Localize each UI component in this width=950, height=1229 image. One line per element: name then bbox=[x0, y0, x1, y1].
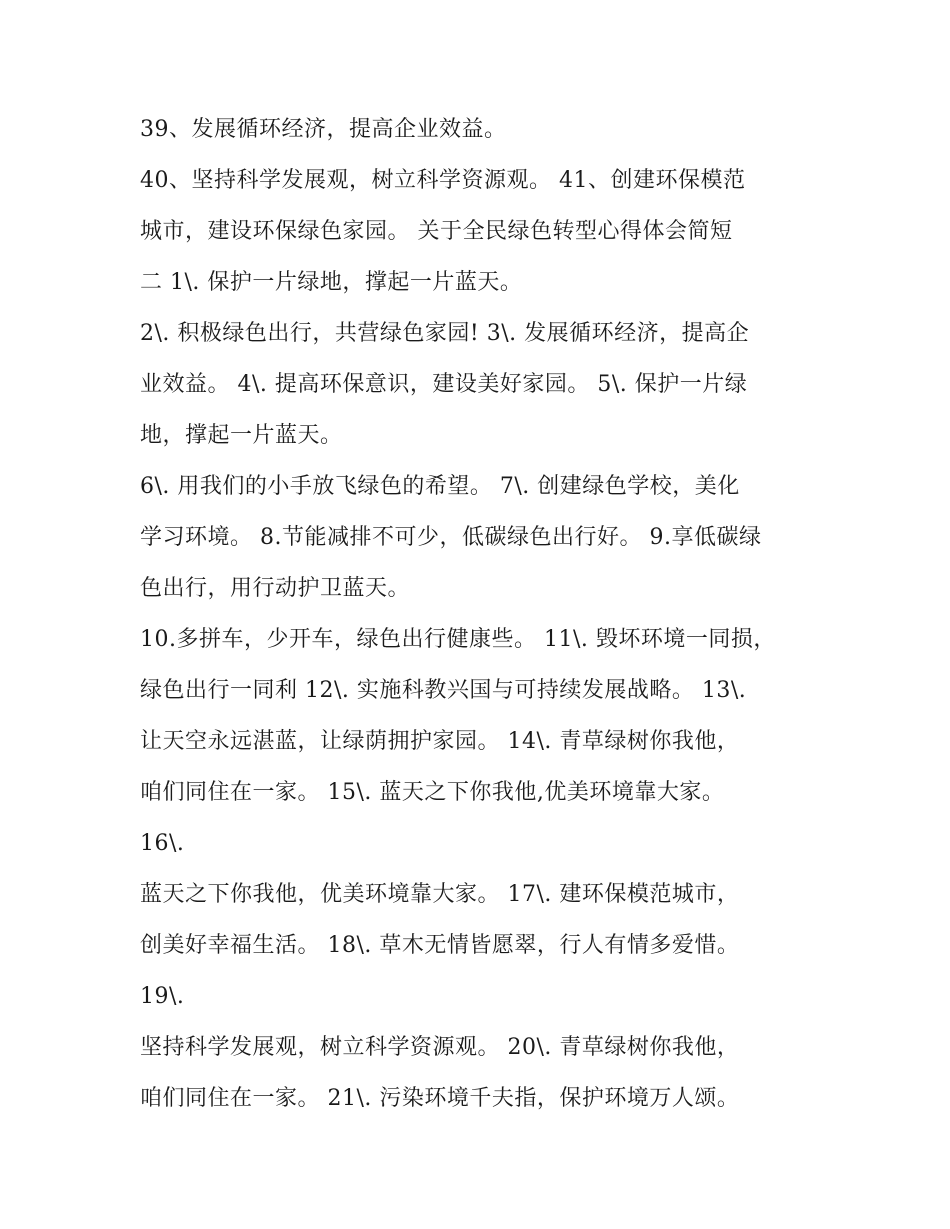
text-line: 绿色出行一同利 12\. 实施科教兴国与可持续发展战略。 13\. bbox=[140, 678, 747, 703]
text-line: 地，撑起一片蓝天。 bbox=[140, 423, 343, 448]
text-line: 色出行，用行动护卫蓝天。 bbox=[140, 576, 411, 601]
text-line: 让天空永远湛蓝，让绿荫拥护家园。 14\. 青草绿树你我他， bbox=[140, 729, 740, 754]
text-line: 2\. 积极绿色出行，共营绿色家园! 3\. 发展循环经济，提高企 bbox=[140, 321, 750, 346]
text-line: 业效益。 4\. 提高环保意识，建设美好家园。 5\. 保护一片绿 bbox=[140, 372, 748, 397]
text-line: 蓝天之下你我他，优美环境靠大家。 17\. 建环保模范城市， bbox=[140, 882, 740, 907]
text-line: 39、发展循环经济，提高企业效益。 bbox=[140, 117, 507, 142]
text-line: 学习环境。 8.节能减排不可少，低碳绿色出行好。 9.享低碳绿 bbox=[140, 525, 762, 550]
text-line: 10.多拼车，少开车，绿色出行健康些。 11\. 毁坏环境一同损， bbox=[140, 627, 776, 652]
text-line: 坚持科学发展观，树立科学资源观。 20\. 青草绿树你我他， bbox=[140, 1035, 740, 1060]
text-line: 咱们同住在一家。 15\. 蓝天之下你我他,优美环境靠大家。 bbox=[140, 780, 725, 805]
text-line: 咱们同住在一家。 21\. 污染环境千夫指，保护环境万人颂。 bbox=[140, 1086, 740, 1111]
text-line: 二 1\. 保护一片绿地，撑起一片蓝天。 bbox=[140, 270, 523, 295]
text-line: 城市，建设环保绿色家园。 关于全民绿色转型心得体会简短 bbox=[140, 219, 733, 244]
text-line: 40、坚持科学发展观，树立科学资源观。 41、创建环保模范 bbox=[140, 168, 746, 193]
text-line: 19\. bbox=[140, 984, 185, 1009]
text-line: 6\. 用我们的小手放飞绿色的希望。 7\. 创建绿色学校，美化 bbox=[140, 474, 740, 499]
text-line: 创美好幸福生活。 18\. 草木无情皆愿翠，行人有情多爱惜。 bbox=[140, 933, 740, 958]
document-body bbox=[140, 104, 820, 1124]
text-line: 16\. bbox=[140, 831, 185, 856]
